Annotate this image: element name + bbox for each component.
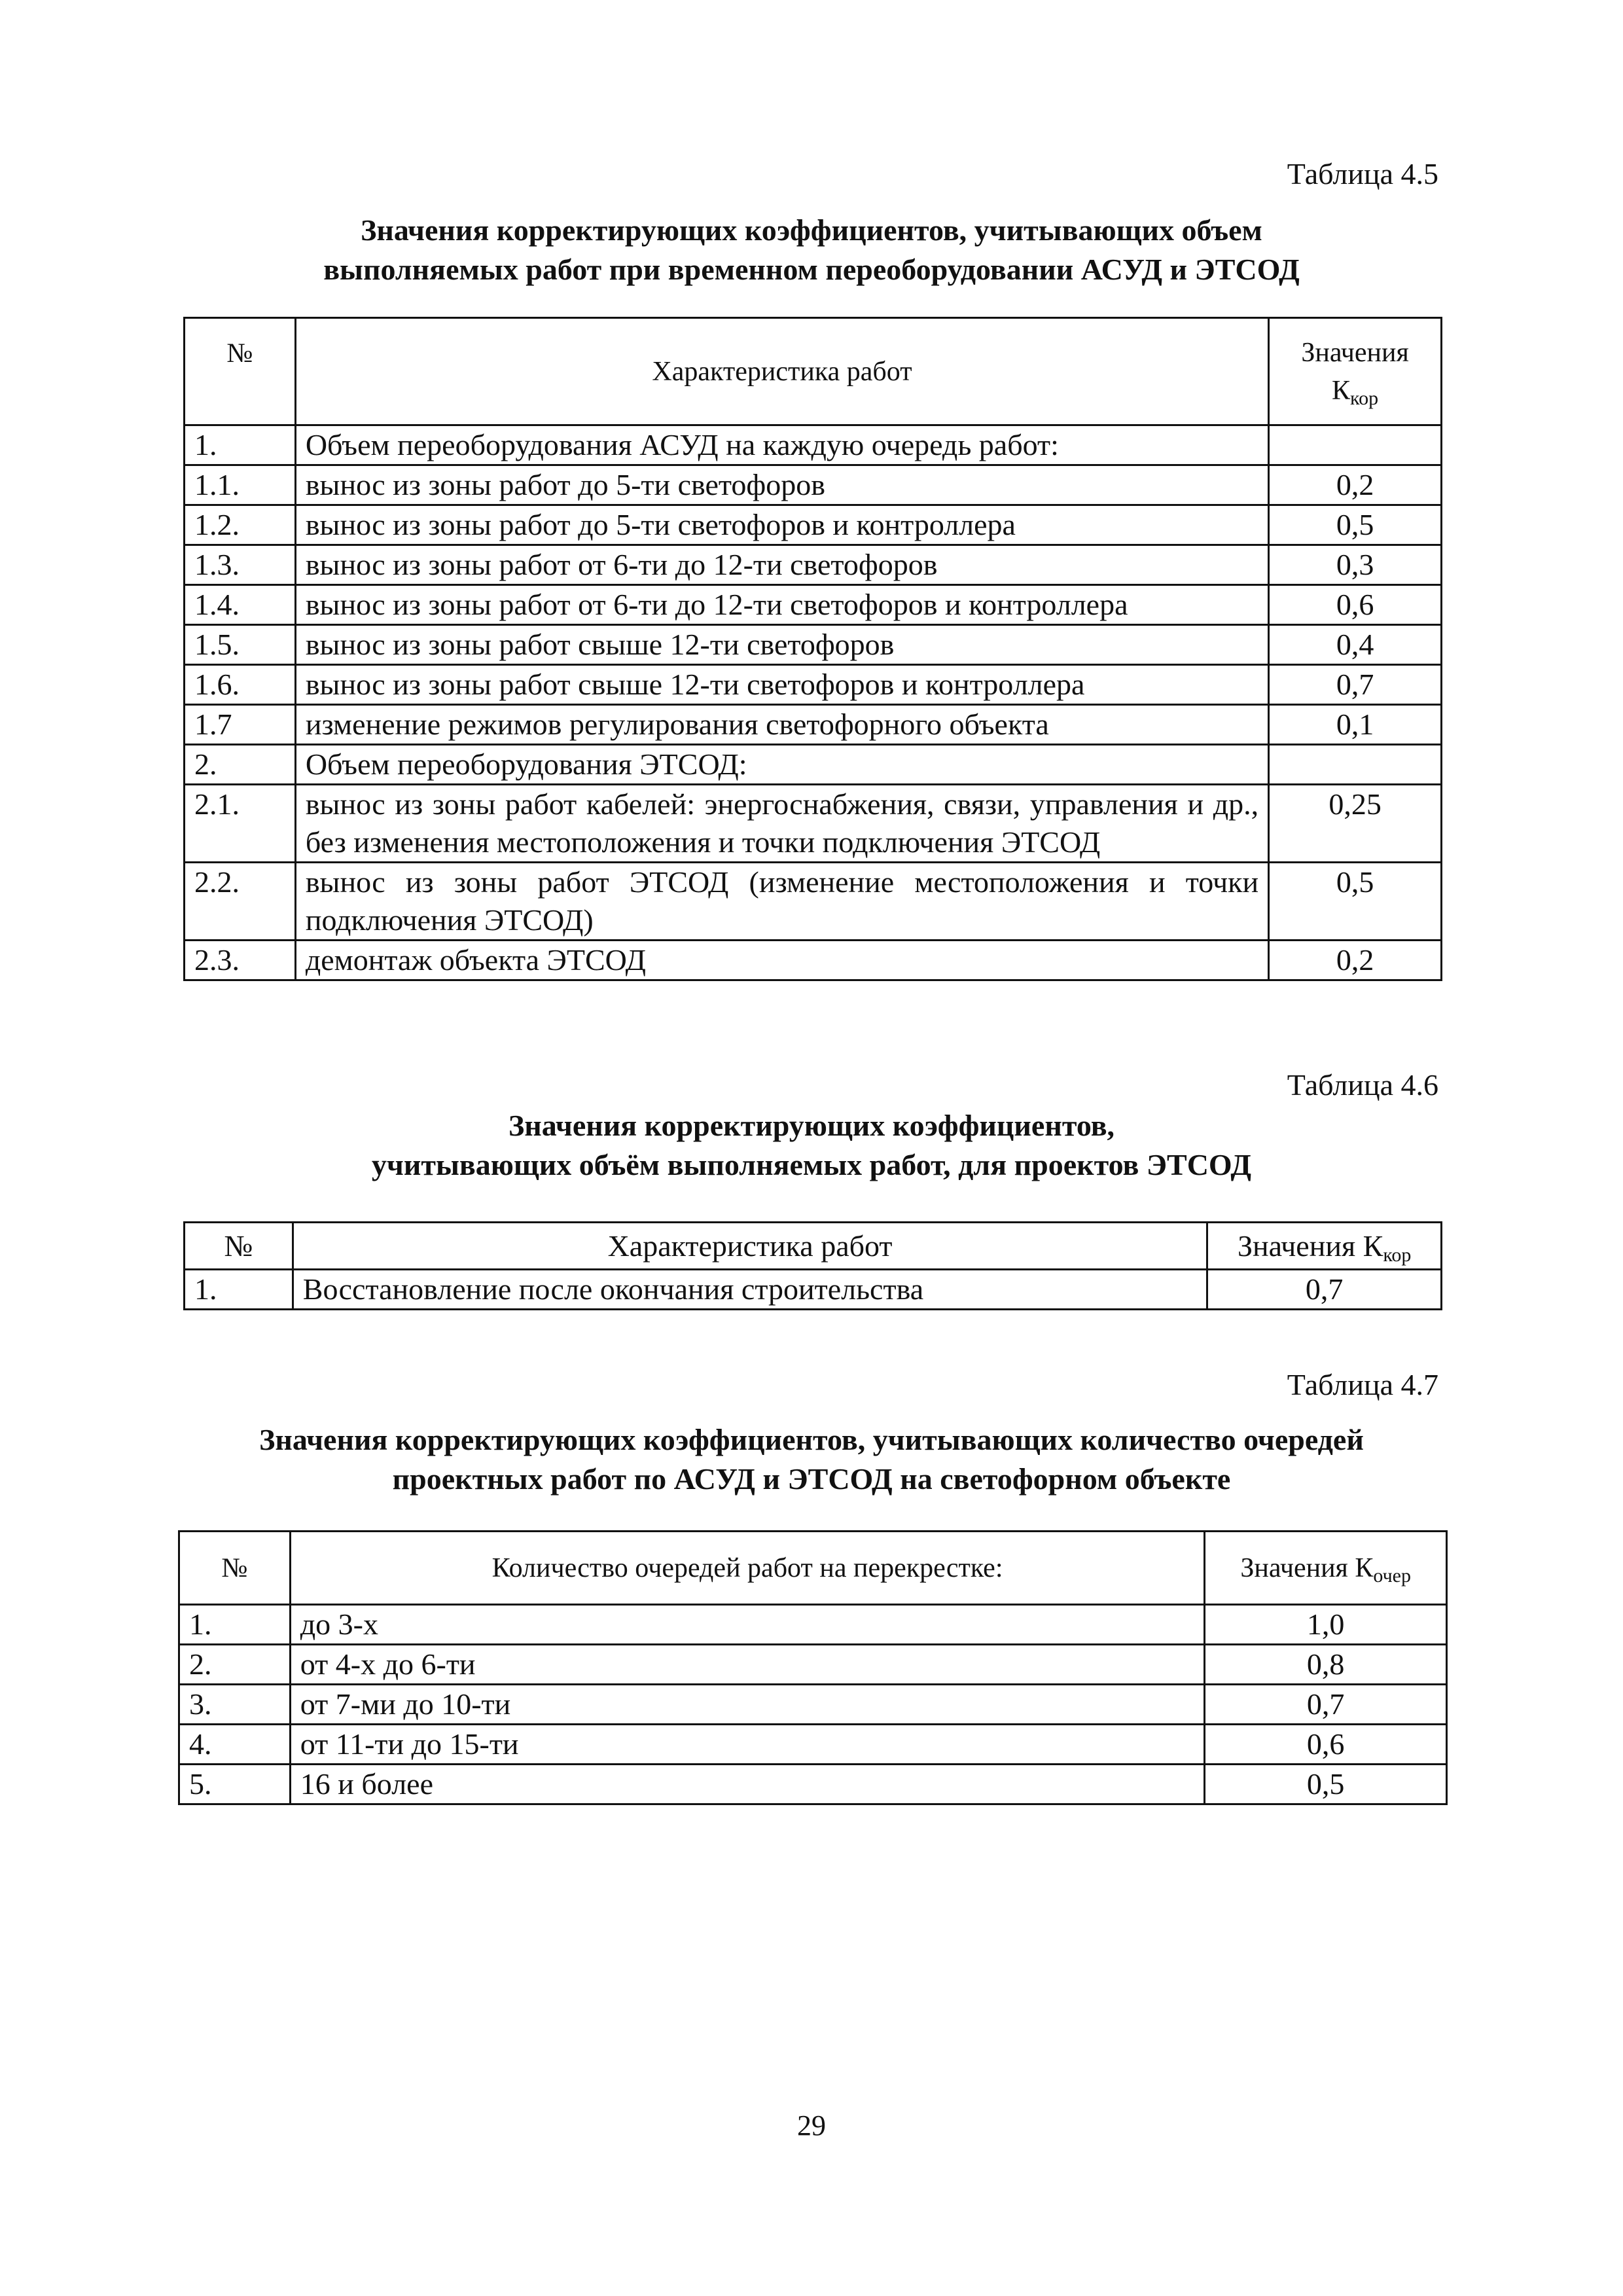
table-row: [185, 505, 1442, 545]
cell-number: 2.: [185, 745, 296, 785]
cell-description: вынос из зоны работ свыше 12-ти светофоров: [295, 625, 1268, 665]
cell-value: 0,5: [1205, 1765, 1447, 1804]
cell-number: 1.: [185, 1270, 293, 1310]
cell-description: Восстановление после окончания строительства: [293, 1270, 1207, 1310]
cell-value: 0,6: [1269, 585, 1442, 625]
table-4-5: [183, 317, 1442, 981]
cell-number: 1.4.: [185, 585, 296, 625]
header-value-line1: Значения: [1301, 337, 1409, 368]
table-row: [185, 745, 1442, 785]
cell-value: 0,5: [1269, 505, 1442, 545]
cell-number: 2.2.: [185, 863, 296, 941]
table-row: [185, 545, 1442, 585]
cell-value: 0,4: [1269, 625, 1442, 665]
cell-number: 1.6.: [185, 665, 296, 705]
cell-value: 0,7: [1207, 1270, 1442, 1310]
table-4-6-caption: Таблица 4.6: [1287, 1068, 1438, 1102]
table-4-7: [178, 1530, 1448, 1805]
cell-description: от 7-ми до 10-ти: [290, 1685, 1205, 1725]
cell-number: 3.: [179, 1685, 291, 1725]
header-value: [1207, 1223, 1442, 1270]
cell-number: 1.: [185, 425, 296, 465]
table-row: [185, 665, 1442, 705]
table-row: [185, 625, 1442, 665]
cell-description: вынос из зоны работ до 5-ти светофоров: [295, 465, 1268, 505]
table-4-5-body: [185, 425, 1442, 980]
cell-description: Объем переоборудования АСУД на каждую очередь работ:: [295, 425, 1268, 465]
table-4-6-title: [0, 1106, 1623, 1185]
cell-number: 1.5.: [185, 625, 296, 665]
table-row: [179, 1685, 1447, 1725]
cell-description: вынос из зоны работ от 6-ти до 12-ти светофоров и контроллера: [295, 585, 1268, 625]
table-4-7-caption: Таблица 4.7: [1287, 1368, 1438, 1401]
table-row: [185, 465, 1442, 505]
cell-description: вынос из зоны работ кабелей: энергоснабжения, связи, управления и др., без изменения местоположения и точки подключения ЭТСОД: [295, 785, 1268, 863]
table-4-5-title: [0, 211, 1623, 289]
cell-value: [1269, 745, 1442, 785]
table-4-6-title-line2: учитывающих объём выполняемых работ, для проектов ЭТСОД: [371, 1148, 1252, 1181]
cell-value: 0,25: [1269, 785, 1442, 863]
cell-number: 1.1.: [185, 465, 296, 505]
table-4-5-title-line2: выполняемых работ при временном переоборудовании АСУД и ЭТСОД: [323, 253, 1300, 286]
table-row: [185, 1270, 1442, 1310]
header-description: Характеристика работ: [295, 318, 1268, 425]
cell-description: от 11-ти до 15-ти: [290, 1725, 1205, 1765]
cell-description: изменение режимов регулирования светофорного объекта: [295, 705, 1268, 745]
table-4-6: [183, 1221, 1442, 1310]
table-4-5-title-line1: Значения корректирующих коэффициентов, учитывающих объем: [361, 213, 1262, 247]
table-row: [179, 1725, 1447, 1765]
table-row: [185, 941, 1442, 980]
header-value: [1205, 1532, 1447, 1605]
header-description: Количество очередей работ на перекрестке:: [290, 1532, 1205, 1605]
table-row: [185, 425, 1442, 465]
cell-description: вынос из зоны работ ЭТСОД (изменение местоположения и точки подключения ЭТСОД): [295, 863, 1268, 941]
header-num: №: [179, 1532, 291, 1605]
table-4-6-body: [185, 1270, 1442, 1310]
header-value-sub: кор: [1383, 1244, 1412, 1266]
cell-number: 1.7: [185, 705, 296, 745]
cell-value: [1269, 425, 1442, 465]
cell-value: 0,7: [1205, 1685, 1447, 1725]
table-4-6-header-row: [185, 1223, 1442, 1270]
cell-value: 0,6: [1205, 1725, 1447, 1765]
table-4-7-title: [0, 1420, 1623, 1499]
table-row: [185, 863, 1442, 941]
table-4-7-body: [179, 1605, 1447, 1804]
cell-number: 5.: [179, 1765, 291, 1804]
cell-value: 0,2: [1269, 465, 1442, 505]
table-4-7-header-row: [179, 1532, 1447, 1605]
table-4-5-caption: Таблица 4.5: [1287, 157, 1438, 190]
cell-number: 4.: [179, 1725, 291, 1765]
header-value-sub: очер: [1373, 1564, 1412, 1587]
table-row: [179, 1765, 1447, 1804]
header-num: №: [185, 1223, 293, 1270]
cell-number: 2.: [179, 1645, 291, 1685]
header-value-k: Значения К: [1240, 1552, 1374, 1583]
cell-number: 1.2.: [185, 505, 296, 545]
header-value-sub: кор: [1350, 387, 1379, 409]
cell-number: 2.3.: [185, 941, 296, 980]
header-value-k: Значения К: [1237, 1229, 1383, 1263]
cell-description: вынос из зоны работ до 5-ти светофоров и контроллера: [295, 505, 1268, 545]
cell-value: 0,8: [1205, 1645, 1447, 1685]
cell-description: демонтаж объекта ЭТСОД: [295, 941, 1268, 980]
cell-number: 2.1.: [185, 785, 296, 863]
cell-value: 0,3: [1269, 545, 1442, 585]
table-4-5-header-row: [185, 318, 1442, 425]
table-4-7-title-line2: проектных работ по АСУД и ЭТСОД на светофорном объекте: [392, 1462, 1231, 1496]
table-row: [185, 585, 1442, 625]
cell-description: вынос из зоны работ свыше 12-ти светофоров и контроллера: [295, 665, 1268, 705]
table-4-7-title-line1: Значения корректирующих коэффициентов, учитывающих количество очередей: [259, 1423, 1364, 1456]
cell-number: 1.: [179, 1605, 291, 1645]
table-row: [185, 705, 1442, 745]
cell-description: Объем переоборудования ЭТСОД:: [295, 745, 1268, 785]
header-description: Характеристика работ: [293, 1223, 1207, 1270]
table-row: [185, 785, 1442, 863]
table-row: [179, 1645, 1447, 1685]
cell-description: вынос из зоны работ от 6-ти до 12-ти светофоров: [295, 545, 1268, 585]
cell-value: 1,0: [1205, 1605, 1447, 1645]
page-number: 29: [797, 2109, 826, 2142]
header-value-k: К: [1332, 375, 1351, 406]
cell-value: 0,5: [1269, 863, 1442, 941]
table-4-6-title-line1: Значения корректирующих коэффициентов,: [508, 1109, 1115, 1142]
cell-number: 1.3.: [185, 545, 296, 585]
cell-value: 0,1: [1269, 705, 1442, 745]
cell-description: до 3-х: [290, 1605, 1205, 1645]
cell-description: от 4-х до 6-ти: [290, 1645, 1205, 1685]
cell-description: 16 и более: [290, 1765, 1205, 1804]
table-row: [179, 1605, 1447, 1645]
header-num: №: [185, 318, 296, 425]
cell-value: 0,7: [1269, 665, 1442, 705]
cell-value: 0,2: [1269, 941, 1442, 980]
header-value: [1269, 318, 1442, 425]
